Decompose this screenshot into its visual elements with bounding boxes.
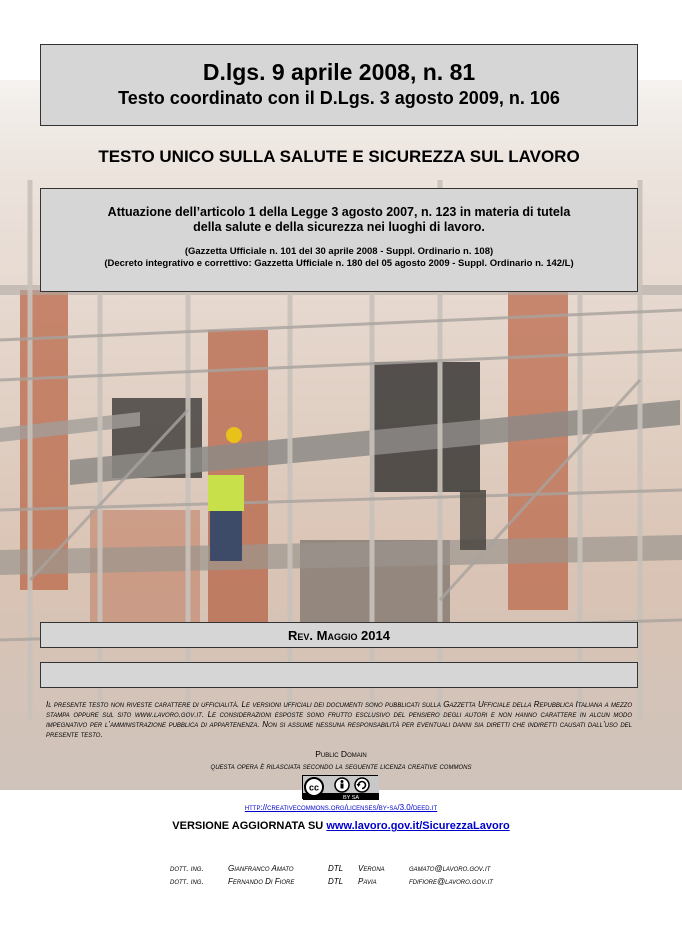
author-city: Pavia bbox=[358, 877, 377, 886]
share-alike-icon bbox=[355, 778, 369, 792]
author-email[interactable]: fdifiore@lavoro.gov.it bbox=[409, 877, 493, 886]
version-line bbox=[0, 820, 682, 832]
author-name: Fernando Di Fiore bbox=[228, 877, 295, 886]
cc-badge-label: BY SA bbox=[342, 795, 360, 800]
revision-box bbox=[40, 622, 638, 648]
license-url-link[interactable]: http://creativecommons.org/licenses/by-sa/3.0/deed.it bbox=[244, 803, 438, 812]
license-note: questa opera è rilasciata secondo la seguente licenza creative commons bbox=[210, 762, 472, 771]
description-box bbox=[40, 188, 638, 292]
author-title: dott. ing. bbox=[170, 877, 204, 886]
author-office: DTL bbox=[328, 877, 344, 886]
headline: TESTO UNICO SULLA SALUTE E SICUREZZA SUL LAVORO bbox=[98, 147, 580, 166]
author-city: Verona bbox=[358, 864, 385, 873]
author-row bbox=[0, 877, 682, 889]
author-name: Gianfranco Amato bbox=[228, 864, 294, 873]
author-email[interactable]: gamato@lavoro.gov.it bbox=[409, 864, 491, 873]
version-label: VERSIONE AGGIORNATA SU bbox=[172, 820, 324, 832]
description-line-2: della salute e della sicurezza nei luoghi di lavoro. bbox=[193, 220, 485, 234]
description-line-1: Attuazione dell’articolo 1 della Legge 3 agosto 2007, n. 123 in materia di tutela bbox=[107, 205, 571, 219]
author-row bbox=[0, 864, 682, 876]
revision-label: Rev. Maggio 2014 bbox=[288, 628, 390, 643]
document-title: D.lgs. 9 aprile 2008, n. 81 bbox=[202, 59, 476, 85]
version-website-link[interactable]: www.lavoro.gov.it/SicurezzaLavoro bbox=[326, 820, 510, 832]
disclaimer: Il presente testo non riveste carattere di ufficialità. Le versioni ufficiali dei documenti sono pubblicati sulla Gazzetta Ufficiale della Repubblica Italiana a mezzo stampa oppure sul sito www.lavoro.gov.it. Le considerazioni esposte sono frutto esclusivo del pensiero degli autori e non hanno carattere in alcun modo impegnativo per l’amministrazione pubblica di appartenenza. Non si assume nessuna responsabilità per eventuali danni sia diretti che indiretti causati dall’uso del presente testo. bbox=[46, 700, 632, 739]
gazette-reference: (Gazzetta Ufficiale n. 101 del 30 aprile 2008 - Suppl. Ordinario n. 108) bbox=[184, 246, 494, 257]
by-attribution-icon bbox=[335, 778, 349, 792]
cc-license-badge[interactable] bbox=[302, 775, 378, 799]
blank-box bbox=[40, 662, 638, 688]
svg-text:cc: cc bbox=[308, 782, 320, 793]
public-domain-label: Public Domain bbox=[315, 749, 367, 759]
title-box bbox=[40, 44, 638, 126]
document-subtitle: Testo coordinato con il D.Lgs. 3 agosto 2009, n. 106 bbox=[118, 88, 560, 108]
author-title: dott. ing. bbox=[170, 864, 204, 873]
decree-reference: (Decreto integrativo e correttivo: Gazzetta Ufficiale n. 180 del 05 agosto 2009 - Suppl. Ordinario n. 142/L) bbox=[104, 258, 574, 269]
author-office: DTL bbox=[328, 864, 344, 873]
cc-icon bbox=[305, 778, 323, 796]
